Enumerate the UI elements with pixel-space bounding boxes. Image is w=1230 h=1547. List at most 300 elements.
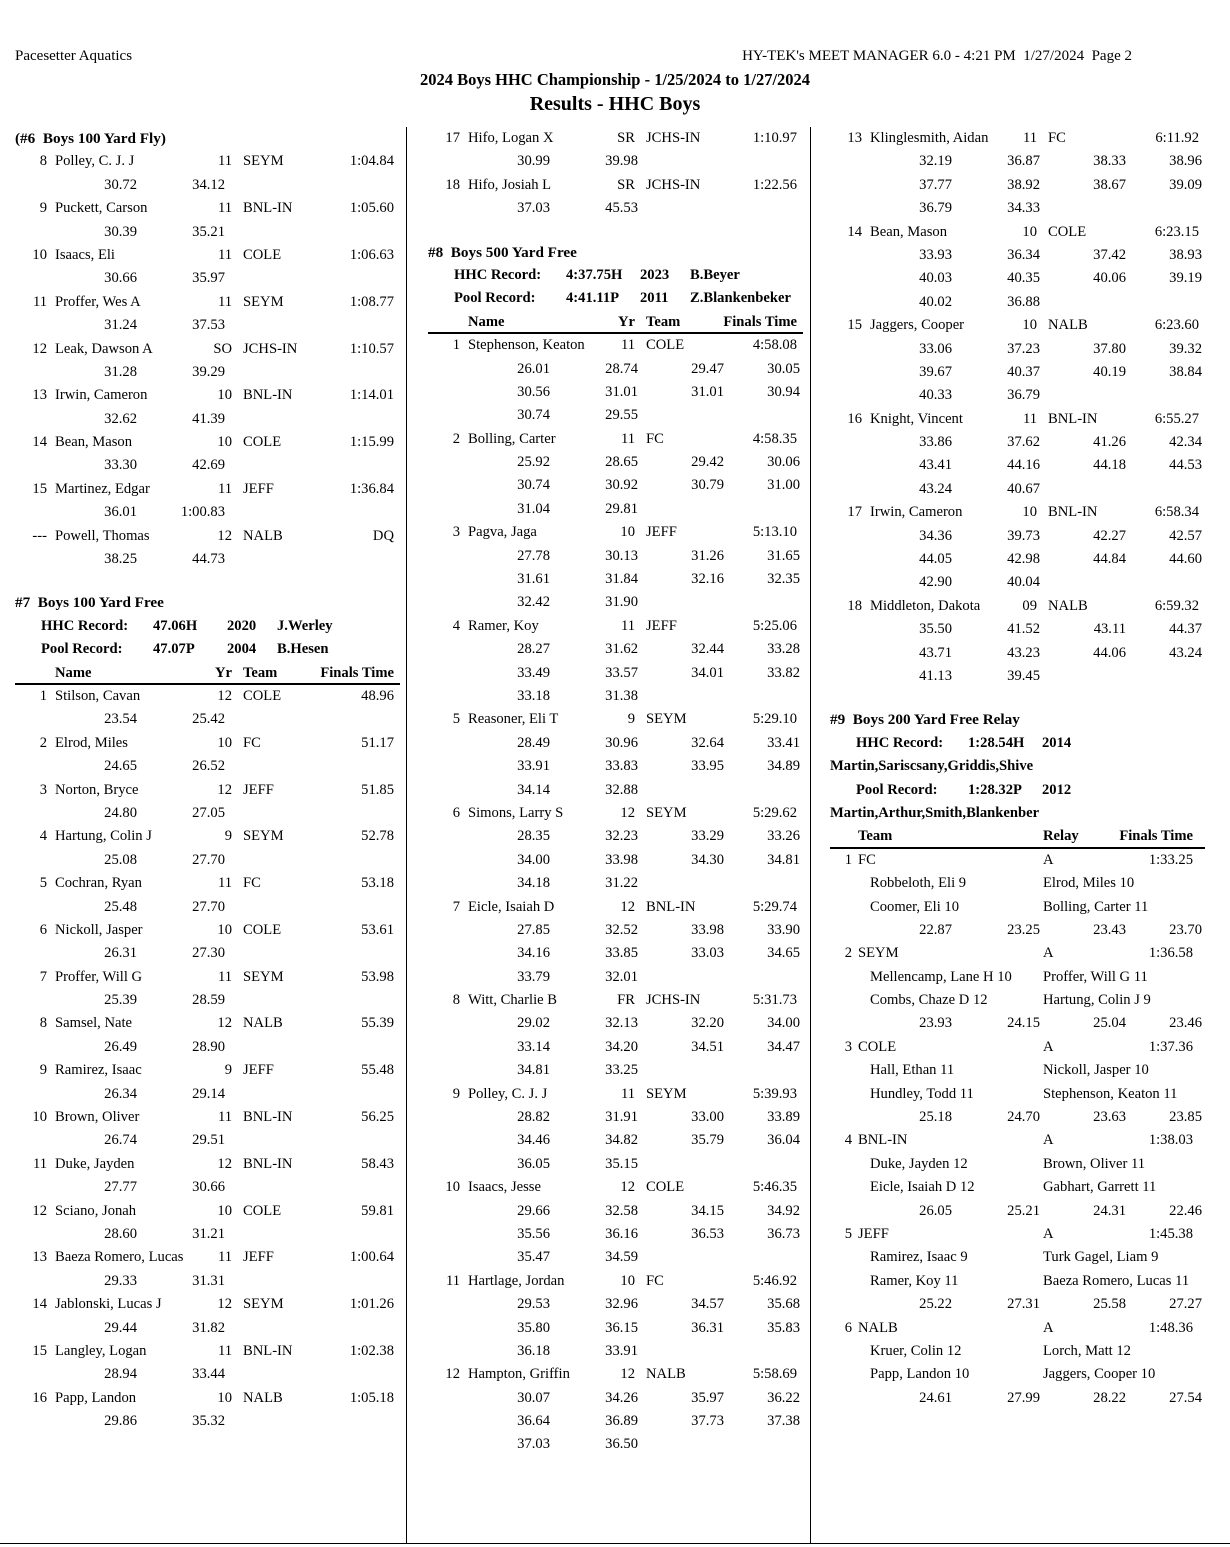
result-place: 15 — [32, 480, 47, 497]
result-row — [15, 1340, 400, 1363]
team-code: COLE — [646, 1179, 685, 1196]
results-table-header — [15, 662, 400, 685]
split-time: 31.04 — [517, 500, 550, 517]
swimmer-name: Ramer, Koy — [468, 617, 539, 634]
split-time: 34.47 — [767, 1038, 800, 1055]
split-time: 27.77 — [104, 1179, 137, 1196]
record-year: 2014 — [1042, 734, 1072, 751]
split-time — [724, 1153, 803, 1176]
split-time: 32.16 — [691, 571, 724, 588]
header-place — [830, 825, 852, 848]
split-time: 35.15 — [605, 1155, 638, 1172]
split-time: 29.51 — [192, 1132, 225, 1149]
finals-time: 5:29.74 — [752, 898, 797, 915]
split-time: 23.54 — [104, 711, 137, 728]
splits-row — [830, 361, 1205, 384]
split-time: 35.83 — [767, 1319, 800, 1336]
swimmer-year: 12 — [217, 527, 232, 544]
split-time: 39.73 — [1007, 527, 1040, 544]
relay-designation: A — [1043, 945, 1054, 962]
swimmer-name: Jaggers, Cooper — [870, 317, 965, 334]
splits-row — [428, 1387, 803, 1410]
record-time: 47.06H — [153, 617, 198, 634]
split-time — [311, 942, 400, 965]
swimmer-year: 9 — [627, 711, 635, 728]
result-place: 1 — [39, 687, 47, 704]
team-code: COLE — [243, 687, 282, 704]
split-time: 36.15 — [605, 1319, 638, 1336]
swimmer-name: Stephenson, Keaton — [468, 337, 585, 354]
swimmer-name: Leak, Dawson A — [55, 340, 153, 357]
swimmer-name: Witt, Charlie B — [468, 992, 557, 1009]
result-row — [15, 872, 400, 895]
record-row — [15, 615, 400, 638]
split-time: 29.14 — [192, 1085, 225, 1102]
splits-row — [15, 454, 400, 477]
split-time: 33.18 — [517, 687, 550, 704]
swimmer-year: 10 — [620, 524, 635, 541]
result-place: 17 — [847, 504, 862, 521]
result-place: 13 — [32, 1249, 47, 1266]
result-place: 5 — [452, 711, 460, 728]
split-time: 31.31 — [192, 1272, 225, 1289]
split-time — [225, 408, 311, 431]
splits-row — [428, 942, 803, 965]
swimmer-year: 12 — [217, 781, 232, 798]
record-holder: B.Beyer — [690, 266, 740, 283]
relay-designation: A — [1043, 1038, 1054, 1055]
split-time: 34.16 — [517, 945, 550, 962]
split-time: 1:00.83 — [180, 504, 225, 521]
splits-row — [830, 571, 1205, 594]
split-time: 33.03 — [691, 945, 724, 962]
swimmer-year: 10 — [1022, 317, 1037, 334]
team-code: NALB — [243, 527, 283, 544]
relay-swimmers-row — [830, 966, 1205, 989]
team-code: BNL-IN — [1048, 410, 1098, 427]
split-time: 32.96 — [605, 1296, 638, 1313]
split-time: 37.53 — [192, 317, 225, 334]
record-label: Pool Record: — [454, 290, 536, 307]
team-code: JCHS-IN — [646, 176, 701, 193]
split-time: 42.34 — [1169, 434, 1202, 451]
split-time — [225, 755, 311, 778]
split-time: 43.24 — [1169, 644, 1202, 661]
relay-swimmer: Stephenson, Keaton 11 — [1043, 1085, 1178, 1102]
split-time — [638, 685, 724, 708]
split-time — [225, 1270, 311, 1293]
swimmer-name: Pagva, Jaga — [468, 524, 537, 541]
results-subtitle: Results - HHC Boys — [529, 93, 701, 115]
split-time: 37.77 — [919, 176, 952, 193]
split-time: 32.88 — [605, 781, 638, 798]
column-divider-left — [406, 127, 407, 1544]
split-time — [1040, 571, 1126, 594]
relay-result-row — [830, 1036, 1205, 1059]
splits-row — [15, 1363, 400, 1386]
split-time — [724, 1340, 803, 1363]
finals-time: 5:46.35 — [752, 1179, 797, 1196]
split-time — [225, 849, 311, 872]
finals-time: 1:10.57 — [349, 340, 394, 357]
swimmer-name: Sciano, Jonah — [55, 1202, 137, 1219]
split-time — [311, 314, 400, 337]
swimmer-name: Martinez, Edgar — [55, 480, 150, 497]
split-time — [1040, 384, 1126, 407]
record-time: 47.07P — [153, 641, 195, 658]
swimmer-name: Hartlage, Jordan — [468, 1272, 565, 1289]
page-bottom-rule — [0, 1543, 1230, 1544]
splits-row — [830, 548, 1205, 571]
finals-time: 1:02.38 — [349, 1342, 394, 1359]
finals-time: 51.17 — [361, 734, 394, 751]
swimmer-name: Jablonski, Lucas J — [55, 1296, 162, 1313]
relay-swimmers-row — [830, 1363, 1205, 1386]
result-row — [15, 1246, 400, 1269]
split-time — [638, 1059, 724, 1082]
split-time: 36.16 — [605, 1225, 638, 1242]
splits-row — [830, 197, 1205, 220]
result-row — [428, 896, 803, 919]
split-time: 36.04 — [767, 1132, 800, 1149]
split-time: 34.30 — [691, 851, 724, 868]
event-heading: (#6 Boys 100 Yard Fly) — [15, 130, 166, 147]
split-time: 32.52 — [605, 921, 638, 938]
result-place: 4 — [39, 828, 47, 845]
split-time — [225, 1363, 311, 1386]
split-time: 34.81 — [517, 1062, 550, 1079]
split-time: 38.96 — [1169, 153, 1202, 170]
result-row — [830, 221, 1205, 244]
split-time: 38.25 — [104, 551, 137, 568]
split-time — [225, 454, 311, 477]
split-time: 27.27 — [1169, 1296, 1202, 1313]
split-time: 30.06 — [767, 454, 800, 471]
splits-row — [428, 872, 803, 895]
splits-row — [15, 849, 400, 872]
relay-designation: A — [1043, 1132, 1054, 1149]
split-time: 25.08 — [104, 851, 137, 868]
result-place: 17 — [445, 130, 460, 146]
finals-time: 5:25.06 — [752, 617, 797, 634]
finals-time: 1:14.01 — [349, 387, 394, 404]
split-time: 30.96 — [605, 734, 638, 751]
swimmer-year: SO — [213, 340, 232, 357]
finals-time: 55.48 — [361, 1062, 394, 1079]
result-place: 2 — [452, 430, 460, 447]
swimmer-year: 10 — [217, 921, 232, 938]
splits-row — [15, 896, 400, 919]
swimmer-year: 12 — [217, 1296, 232, 1313]
split-time — [311, 501, 400, 524]
result-row — [15, 825, 400, 848]
split-time: 37.73 — [691, 1413, 724, 1430]
split-time: 31.21 — [192, 1225, 225, 1242]
split-time — [311, 174, 400, 197]
swimmer-name: Puckett, Carson — [55, 200, 148, 217]
split-time — [1126, 665, 1205, 688]
swimmer-name: Simons, Larry S — [468, 804, 564, 821]
swimmer-year: 10 — [217, 1202, 232, 1219]
header-relay: Relay — [1043, 828, 1079, 845]
swimmer-name: Powell, Thomas — [55, 527, 150, 544]
split-time: 43.24 — [919, 480, 952, 497]
results-table-header — [428, 311, 803, 334]
splits-row — [428, 1223, 803, 1246]
split-time — [311, 1363, 400, 1386]
relay-result-row — [830, 1223, 1205, 1246]
split-time: 42.69 — [192, 457, 225, 474]
split-time: 24.15 — [1007, 1015, 1040, 1032]
finals-time: 5:13.10 — [752, 524, 797, 541]
splits-row — [15, 314, 400, 337]
swimmer-year: 11 — [217, 875, 232, 892]
split-time: 41.39 — [192, 410, 225, 427]
meet-title: 2024 Boys HHC Championship - 1/25/2024 to 1/27/2024 — [419, 70, 811, 89]
splits-row — [428, 779, 803, 802]
split-time: 40.04 — [1007, 574, 1040, 591]
team-code: JEFF — [243, 781, 274, 798]
splits-row — [830, 150, 1205, 173]
result-place: 11 — [32, 293, 47, 310]
team-code: FC — [1048, 130, 1066, 146]
split-time — [311, 267, 400, 290]
result-place: 8 — [39, 153, 47, 170]
finals-time: 6:55.27 — [1154, 410, 1199, 427]
result-place: 1 — [452, 337, 460, 354]
split-time: 29.53 — [517, 1296, 550, 1313]
relay-swimmers-row — [830, 896, 1205, 919]
split-time: 36.89 — [605, 1413, 638, 1430]
swimmer-year: 12 — [217, 687, 232, 704]
splits-row — [15, 408, 400, 431]
split-time — [1126, 291, 1205, 314]
split-time: 44.06 — [1093, 644, 1126, 661]
split-time: 31.91 — [605, 1109, 638, 1126]
split-time: 24.70 — [1007, 1109, 1040, 1126]
split-time: 25.22 — [919, 1296, 952, 1313]
split-time — [1040, 197, 1126, 220]
record-holder — [1092, 732, 1205, 755]
swimmer-year: 12 — [620, 1366, 635, 1383]
split-time: 27.05 — [192, 804, 225, 821]
split-time: 30.74 — [517, 407, 550, 424]
result-row — [15, 150, 400, 173]
split-time: 42.90 — [919, 574, 952, 591]
split-time: 24.80 — [104, 804, 137, 821]
splits-row — [15, 1036, 400, 1059]
split-time: 30.92 — [605, 477, 638, 494]
split-time: 23.43 — [1093, 921, 1126, 938]
result-row — [15, 431, 400, 454]
splits-row — [428, 849, 803, 872]
split-time: 33.29 — [691, 828, 724, 845]
team-code: JEFF — [646, 617, 677, 634]
team-code: FC — [243, 734, 261, 751]
split-time: 28.27 — [517, 641, 550, 658]
split-time — [225, 1176, 311, 1199]
split-time — [311, 708, 400, 731]
swimmer-name: Cochran, Ryan — [55, 875, 142, 892]
splits-row — [428, 451, 803, 474]
record-label: HHC Record: — [856, 734, 944, 751]
split-time: 34.51 — [691, 1038, 724, 1055]
split-time: 33.83 — [605, 758, 638, 775]
finals-time: 55.39 — [361, 1015, 394, 1032]
swimmer-year: 10 — [1022, 223, 1037, 240]
finals-time: 1:01.26 — [349, 1296, 394, 1313]
finals-time: 5:29.10 — [752, 711, 797, 728]
split-time — [638, 197, 724, 220]
relay-swimmer: Hartung, Colin J 9 — [1043, 992, 1151, 1009]
result-row — [830, 127, 1205, 150]
split-time: 41.13 — [919, 667, 952, 684]
swimmer-name: Bean, Mason — [55, 434, 133, 451]
split-time: 28.65 — [605, 454, 638, 471]
splits-row — [830, 431, 1205, 454]
split-time: 29.33 — [104, 1272, 137, 1289]
split-time: 25.42 — [192, 711, 225, 728]
split-time: 33.06 — [919, 340, 952, 357]
split-time: 44.60 — [1169, 551, 1202, 568]
split-time: 37.03 — [517, 200, 550, 217]
relay-swimmer: Ramirez, Isaac 9 — [870, 1249, 968, 1266]
split-time: 36.50 — [605, 1436, 638, 1453]
splits-row — [830, 642, 1205, 665]
split-time: 31.26 — [691, 547, 724, 564]
split-time: 44.84 — [1093, 551, 1126, 568]
split-time: 26.31 — [104, 945, 137, 962]
split-time: 32.58 — [605, 1202, 638, 1219]
team-code: COLE — [1048, 223, 1087, 240]
split-time: 25.48 — [104, 898, 137, 915]
split-time — [1040, 665, 1126, 688]
splits-row — [428, 381, 803, 404]
split-time: 31.28 — [104, 363, 137, 380]
relay-splits-row — [830, 1387, 1205, 1410]
split-time: 35.32 — [192, 1413, 225, 1430]
split-time: 40.67 — [1007, 480, 1040, 497]
split-time: 36.53 — [691, 1225, 724, 1242]
finals-time: 5:29.62 — [752, 804, 797, 821]
split-time: 41.26 — [1093, 434, 1126, 451]
split-time: 33.89 — [767, 1109, 800, 1126]
split-time: 37.80 — [1093, 340, 1126, 357]
finals-time: 56.25 — [361, 1109, 394, 1126]
split-time: 25.21 — [1007, 1202, 1040, 1219]
split-time — [311, 221, 400, 244]
header-finals-time: Finals Time — [723, 313, 797, 330]
result-place: 14 — [32, 434, 47, 451]
split-time: 32.23 — [605, 828, 638, 845]
split-time: 23.25 — [1007, 921, 1040, 938]
result-place: 9 — [39, 200, 47, 217]
finals-time: 1:00.64 — [349, 1249, 394, 1266]
split-time — [638, 150, 724, 173]
split-time — [724, 591, 803, 614]
column-divider-right — [810, 127, 811, 1544]
split-time: 22.87 — [919, 921, 952, 938]
result-place: 9 — [39, 1062, 47, 1079]
splits-row — [428, 545, 803, 568]
split-time — [225, 989, 311, 1012]
splits-row — [830, 174, 1205, 197]
split-time: 27.78 — [517, 547, 550, 564]
split-time: 24.65 — [104, 758, 137, 775]
record-year: 2020 — [227, 617, 257, 634]
finals-time: 1:06.63 — [349, 246, 394, 263]
relay-swimmer: Hundley, Todd 11 — [870, 1085, 974, 1102]
splits-row — [428, 591, 803, 614]
splits-row — [15, 501, 400, 524]
split-time: 30.74 — [517, 477, 550, 494]
result-place: 8 — [39, 1015, 47, 1032]
relay-swimmer: Mellencamp, Lane H 10 — [870, 968, 1012, 985]
splits-row — [428, 1129, 803, 1152]
split-time: 34.12 — [192, 176, 225, 193]
split-time: 43.41 — [919, 457, 952, 474]
swimmer-name: Hartung, Colin J — [55, 828, 152, 845]
splits-row — [428, 825, 803, 848]
split-time: 34.65 — [767, 945, 800, 962]
split-time: 34.18 — [517, 875, 550, 892]
split-time: 30.56 — [517, 383, 550, 400]
swimmer-name: Bolling, Carter — [468, 430, 556, 447]
split-time: 38.93 — [1169, 246, 1202, 263]
result-row — [15, 1106, 400, 1129]
split-time: 44.73 — [192, 551, 225, 568]
split-time: 34.89 — [767, 758, 800, 775]
swimmer-year: 12 — [620, 898, 635, 915]
team-code: SEYM — [243, 1296, 284, 1313]
split-time: 40.19 — [1093, 363, 1126, 380]
team-code: JCHS-IN — [243, 340, 298, 357]
team-code: NALB — [1048, 317, 1088, 334]
relay-table-header — [830, 825, 1205, 848]
result-place: 12 — [445, 1366, 460, 1383]
swimmer-year: 9 — [224, 828, 232, 845]
split-time — [311, 1129, 400, 1152]
split-time — [311, 1270, 400, 1293]
splits-row — [830, 618, 1205, 641]
header-finals-time: Finals Time — [1119, 828, 1193, 845]
split-time — [225, 942, 311, 965]
swimmer-year: 11 — [620, 337, 635, 354]
split-time: 34.46 — [517, 1132, 550, 1149]
relay-result-row — [830, 1317, 1205, 1340]
record-label: HHC Record: — [41, 617, 129, 634]
split-time: 35.47 — [517, 1249, 550, 1266]
result-row — [428, 1270, 803, 1293]
split-time — [225, 1223, 311, 1246]
splits-row — [15, 267, 400, 290]
record-time: 4:37.75H — [566, 266, 623, 283]
split-time: 26.52 — [192, 758, 225, 775]
splits-row — [830, 454, 1205, 477]
split-time: 38.92 — [1007, 176, 1040, 193]
team-code: BNL-IN — [646, 898, 696, 915]
split-time: 31.61 — [517, 571, 550, 588]
swimmer-name: Proffer, Wes A — [55, 293, 141, 310]
split-time — [724, 1059, 803, 1082]
split-time: 36.79 — [919, 200, 952, 217]
swimmer-year: SR — [617, 130, 635, 146]
swimmer-name: Duke, Jayden — [55, 1155, 135, 1172]
swimmer-year: 12 — [217, 1015, 232, 1032]
splits-row — [428, 1036, 803, 1059]
team-code: FC — [646, 1272, 664, 1289]
swimmer-name: Elrod, Miles — [55, 734, 128, 751]
